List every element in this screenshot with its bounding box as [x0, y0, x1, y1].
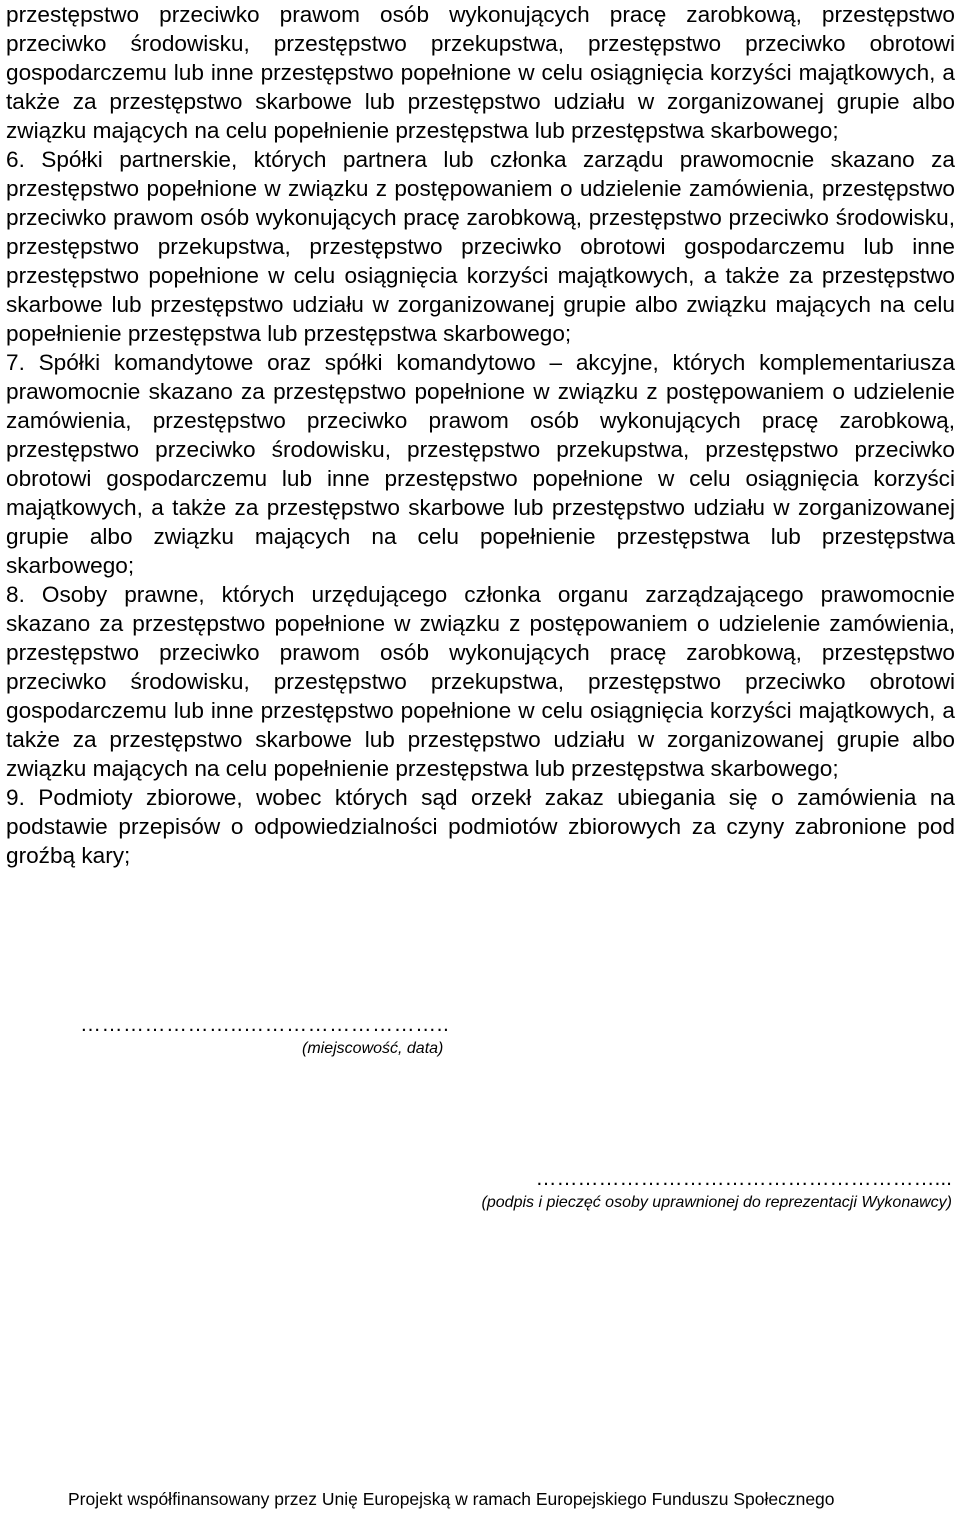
- place-date-line: …………………..………………………..: [80, 1013, 450, 1036]
- paragraph-item-8: 8. Osoby prawne, których urzędującego członka organu zarządzającego prawomocnie skazano za przestępstwo popełnione w związku z postępowaniem o udzielenie zamówienia, przestępstwo przeciwko prawom osób wykonujących pracę zarobkową, przestępstwo przeciwko środowisku, przestępstwo przekupstwa, przestępstwo przeciwko obrotowi gospodarczemu lub inne przestępstwo popełnione w celu osiągnięcia korzyści majątkowych, a także za przestępstwo skarbowe lub przestępstwo udziału w zorganizowanej grupie albo związku mających na celu popełnienie przestępstwa lub przestępstwa skarbowego;: [6, 582, 955, 781]
- document-body: [6, 0, 955, 870]
- paragraph-continuation: przestępstwo przeciwko prawom osób wykonujących pracę zarobkową, przestępstwo przeciwko środowisku, przestępstwo przekupstwa, przestępstwo przeciwko obrotowi gospodarczemu lub inne przestępstwo popełnione w celu osiągnięcia korzyści majątkowych, a także za przestępstwo skarbowe lub przestępstwo udziału w zorganizowanej grupie albo związku mających na celu popełnienie przestępstwa lub przestępstwa skarbowego;: [6, 2, 955, 143]
- place-date-caption: (miejscowość, data): [302, 1040, 444, 1057]
- paragraph-item-7: 7. Spółki komandytowe oraz spółki komandytowo – akcyjne, których komplementariusza prawomocnie skazano za przestępstwo popełnione w związku z postępowaniem o udzielenie zamówienia, przestępstwo przeciwko prawom osób wykonujących pracę zarobkową, przestępstwo przeciwko środowisku, przestępstwo przekupstwa, przestępstwo przeciwko obrotowi gospodarczemu lub inne przestępstwo popełnione w celu osiągnięcia korzyści majątkowych, a także za przestępstwo skarbowe lub przestępstwo udziału w zorganizowanej grupie albo związku mających na celu popełnienie przestępstwa lub przestępstwa skarbowego;: [6, 350, 955, 578]
- paragraph-item-9: 9. Podmioty zbiorowe, wobec których sąd orzekł zakaz ubiegania się o zamówienia na podstawie przepisów o odpowiedzialności podmiotów zbiorowych za czyny zabronione pod groźbą kary;: [6, 785, 955, 868]
- paragraph-item-6: 6. Spółki partnerskie, których partnera lub członka zarządu prawomocnie skazano za przestępstwo popełnione w związku z postępowaniem o udzielenie zamówienia, przestępstwo przeciwko prawom osób wykonujących pracę zarobkową, przestępstwo przeciwko środowisku, przestępstwo przekupstwa, przestępstwo przeciwko obrotowi gospodarczemu lub inne przestępstwo popełnione w celu osiągnięcia korzyści majątkowych, a także za przestępstwo skarbowe lub przestępstwo udziału w zorganizowanej grupie albo związku mających na celu popełnienie przestępstwa lub przestępstwa skarbowego;: [6, 147, 955, 346]
- signature-block: [482, 1168, 952, 1212]
- signature-caption: (podpis i pieczęć osoby uprawnionej do reprezentacji Wykonawcy): [481, 1194, 952, 1211]
- place-date-block: [80, 1014, 449, 1058]
- signature-line: …………………………………………………...: [535, 1167, 952, 1190]
- page-footer: Projekt współfinansowany przez Unię Europejską w ramach Europejskiego Funduszu Społecznego: [68, 1489, 835, 1509]
